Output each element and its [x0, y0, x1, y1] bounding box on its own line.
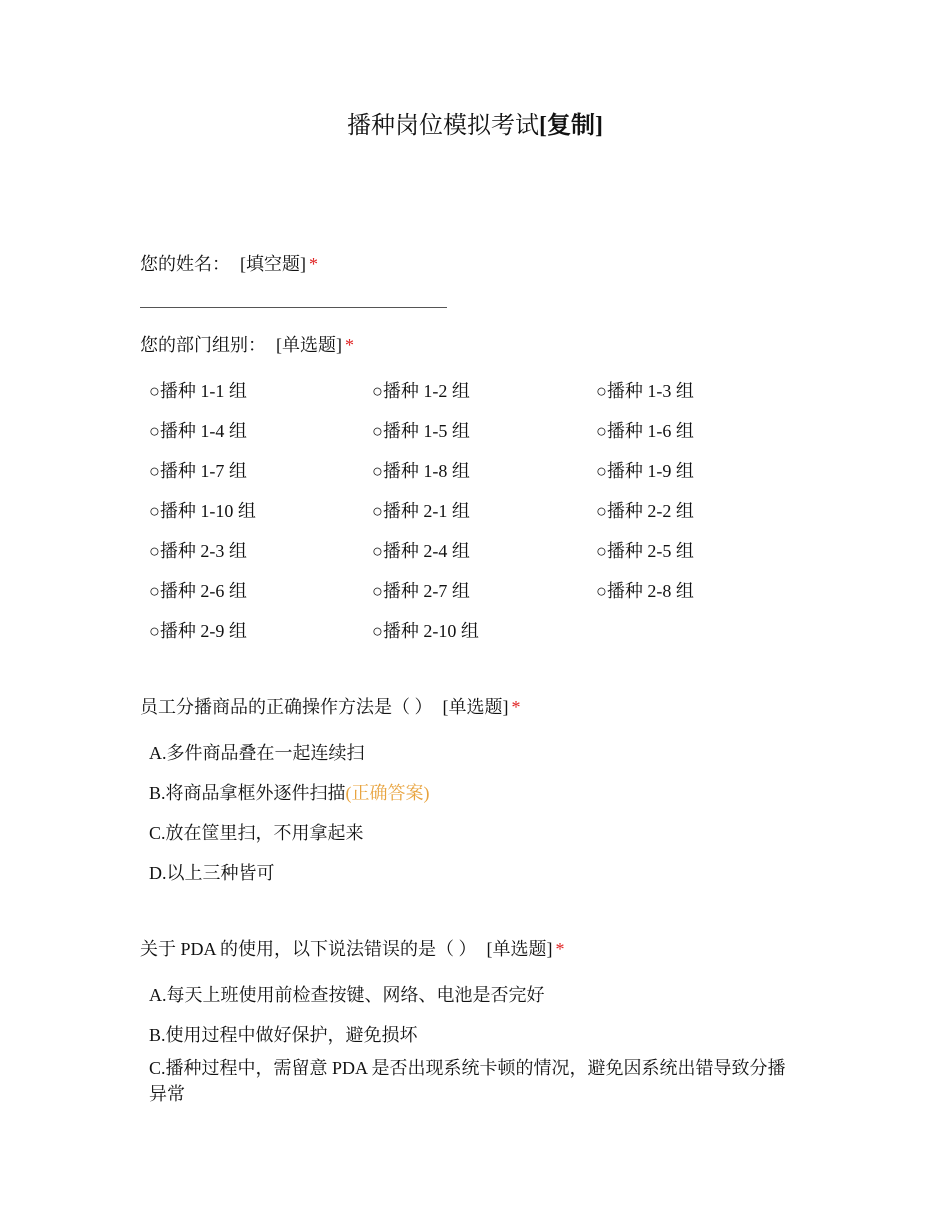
department-option[interactable]: ○播种 2-7 组 — [372, 581, 470, 601]
question-pda-usage — [140, 937, 565, 961]
option-b[interactable] — [149, 781, 430, 805]
department-option[interactable]: ○播种 1-9 组 — [596, 461, 694, 481]
option-text: A.多件商品叠在一起连续扫 — [149, 743, 365, 763]
department-option[interactable]: ○播种 2-8 组 — [596, 581, 694, 601]
question-name — [140, 252, 318, 276]
department-option[interactable]: ○播种 2-5 组 — [596, 541, 694, 561]
option-a[interactable] — [149, 741, 365, 765]
option-c[interactable] — [149, 1055, 799, 1107]
option-c[interactable] — [149, 821, 364, 845]
question-department — [140, 333, 354, 357]
question-type: [填空题] — [240, 254, 306, 274]
survey-title — [0, 110, 950, 142]
department-option[interactable]: ○播种 1-10 组 — [149, 501, 256, 521]
option-text: A.每天上班使用前检查按键、网络、电池是否完好 — [149, 985, 545, 1005]
question-label: 关于 PDA 的使用，以下说法错误的是（ ） — [140, 939, 477, 959]
question-type: [单选题] — [486, 939, 553, 959]
option-text: C.播种过程中，需留意 PDA 是否出现系统卡顿的情况，避免因系统出错导致分播异常 — [149, 1058, 786, 1104]
required-marker: * — [555, 939, 565, 959]
name-answer-line[interactable] — [140, 307, 447, 308]
department-option[interactable]: ○播种 2-9 组 — [149, 621, 247, 641]
department-option[interactable]: ○播种 1-5 组 — [372, 421, 470, 441]
survey-title-main: 播种岗位模拟考试 — [347, 113, 539, 139]
question-type: [单选题] — [276, 335, 342, 355]
survey-title-suffix: [复制] — [539, 113, 603, 139]
department-option[interactable]: ○播种 2-1 组 — [372, 501, 470, 521]
department-option[interactable]: ○播种 1-7 组 — [149, 461, 247, 481]
required-marker: * — [345, 335, 354, 355]
option-text: C.放在筐里扫，不用拿起来 — [149, 823, 364, 843]
required-marker: * — [309, 254, 318, 274]
option-d[interactable] — [149, 861, 275, 885]
option-b[interactable] — [149, 1023, 418, 1047]
question-scan-method — [140, 695, 521, 719]
department-option[interactable]: ○播种 1-6 组 — [596, 421, 694, 441]
department-option[interactable]: ○播种 2-4 组 — [372, 541, 470, 561]
question-label: 员工分播商品的正确操作方法是（ ） — [140, 697, 433, 717]
department-option[interactable]: ○播种 1-8 组 — [372, 461, 470, 481]
department-option[interactable]: ○播种 2-2 组 — [596, 501, 694, 521]
department-option[interactable]: ○播种 1-3 组 — [596, 381, 694, 401]
correct-answer-note: (正确答案) — [345, 783, 430, 803]
department-option[interactable]: ○播种 2-10 组 — [372, 621, 479, 641]
question-label: 您的姓名： — [140, 254, 230, 274]
option-text: B.使用过程中做好保护，避免损坏 — [149, 1025, 418, 1045]
department-option[interactable]: ○播种 2-3 组 — [149, 541, 247, 561]
department-option[interactable]: ○播种 1-1 组 — [149, 381, 247, 401]
department-option[interactable]: ○播种 1-2 组 — [372, 381, 470, 401]
question-label: 您的部门组别： — [140, 335, 266, 355]
department-option[interactable]: ○播种 2-6 组 — [149, 581, 247, 601]
question-type: [单选题] — [442, 697, 509, 717]
option-text: D.以上三种皆可 — [149, 863, 275, 883]
required-marker: * — [511, 697, 521, 717]
option-text: B.将商品拿框外逐件扫描 — [149, 783, 346, 803]
option-a[interactable] — [149, 983, 545, 1007]
department-option[interactable]: ○播种 1-4 组 — [149, 421, 247, 441]
